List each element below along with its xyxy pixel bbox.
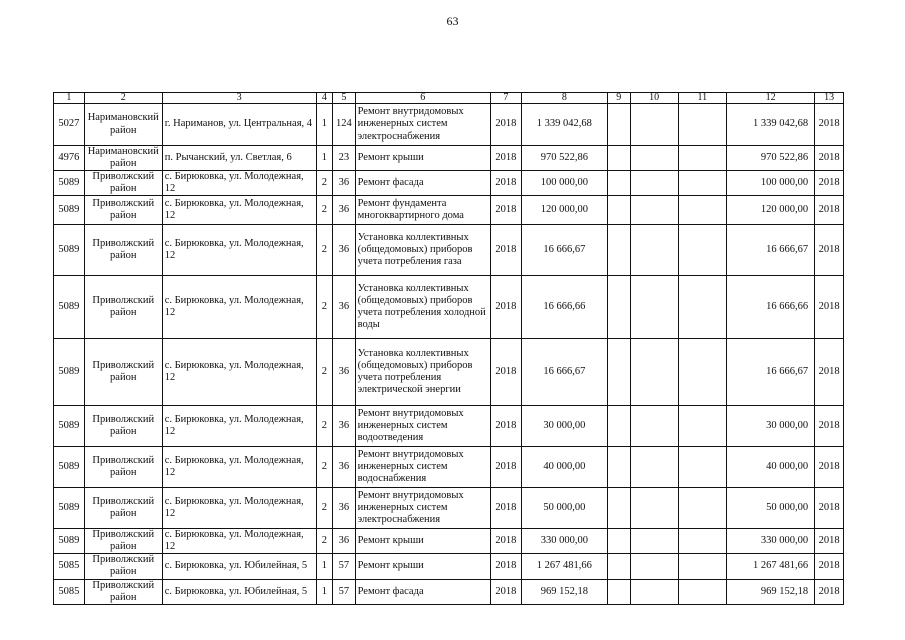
cell-col9 bbox=[607, 339, 630, 406]
cell-total: 40 000,00 bbox=[726, 447, 814, 488]
cell-end-year: 2018 bbox=[815, 196, 844, 225]
cell-work-type: Ремонт крыши bbox=[355, 146, 490, 171]
cell-apartments: 36 bbox=[333, 276, 356, 339]
cell-apartments: 36 bbox=[333, 339, 356, 406]
cell-work-type: Ремонт внутридомовых инженерных систем водоснабжения bbox=[355, 447, 490, 488]
column-header: 8 bbox=[521, 93, 607, 104]
cell-district: Приволжский район bbox=[84, 196, 162, 225]
cell-end-year: 2018 bbox=[815, 171, 844, 196]
cell-apartments: 36 bbox=[333, 488, 356, 529]
column-header: 1 bbox=[54, 93, 85, 104]
cell-col9 bbox=[607, 579, 630, 604]
cell-object-id: 5089 bbox=[54, 171, 85, 196]
cell-col10 bbox=[630, 406, 678, 447]
cell-object-id: 5085 bbox=[54, 554, 85, 579]
cell-col11 bbox=[678, 579, 726, 604]
cell-cost: 50 000,00 bbox=[521, 488, 607, 529]
cell-work-type: Ремонт крыши bbox=[355, 554, 490, 579]
cell-cost: 1 339 042,68 bbox=[521, 104, 607, 146]
table-row bbox=[54, 406, 844, 447]
cell-cost: 330 000,00 bbox=[521, 529, 607, 554]
cell-object-id: 5089 bbox=[54, 447, 85, 488]
cell-cost: 30 000,00 bbox=[521, 406, 607, 447]
cell-apartments: 36 bbox=[333, 171, 356, 196]
cell-district: Приволжский район bbox=[84, 488, 162, 529]
cell-district: Наримановский район bbox=[84, 146, 162, 171]
cell-object-id: 5089 bbox=[54, 196, 85, 225]
cell-floors: 2 bbox=[316, 488, 332, 529]
cell-work-type: Ремонт фасада bbox=[355, 171, 490, 196]
cell-col9 bbox=[607, 171, 630, 196]
cell-district: Приволжский район bbox=[84, 406, 162, 447]
column-header: 3 bbox=[162, 93, 316, 104]
column-header: 7 bbox=[491, 93, 522, 104]
cell-col11 bbox=[678, 447, 726, 488]
cell-address: с. Бирюковка, ул. Молодежная, 12 bbox=[162, 196, 316, 225]
cell-floors: 2 bbox=[316, 196, 332, 225]
table-row bbox=[54, 196, 844, 225]
cell-object-id: 4976 bbox=[54, 146, 85, 171]
cell-apartments: 36 bbox=[333, 225, 356, 276]
column-number-row bbox=[54, 93, 844, 104]
table-row bbox=[54, 488, 844, 529]
cell-total: 969 152,18 bbox=[726, 579, 814, 604]
cell-col10 bbox=[630, 104, 678, 146]
table-row bbox=[54, 447, 844, 488]
cell-total: 1 339 042,68 bbox=[726, 104, 814, 146]
cell-cost: 16 666,66 bbox=[521, 276, 607, 339]
cell-cost: 120 000,00 bbox=[521, 196, 607, 225]
table-row bbox=[54, 171, 844, 196]
capital-repair-table bbox=[53, 92, 844, 605]
cell-district: Приволжский район bbox=[84, 276, 162, 339]
table-row bbox=[54, 225, 844, 276]
cell-cost: 16 666,67 bbox=[521, 339, 607, 406]
cell-year: 2018 bbox=[491, 146, 522, 171]
cell-cost: 970 522,86 bbox=[521, 146, 607, 171]
cell-col11 bbox=[678, 406, 726, 447]
column-header: 11 bbox=[678, 93, 726, 104]
cell-floors: 1 bbox=[316, 554, 332, 579]
cell-apartments: 36 bbox=[333, 196, 356, 225]
cell-year: 2018 bbox=[491, 554, 522, 579]
cell-year: 2018 bbox=[491, 196, 522, 225]
cell-col11 bbox=[678, 488, 726, 529]
cell-address: с. Бирюковка, ул. Юбилейная, 5 bbox=[162, 554, 316, 579]
cell-col9 bbox=[607, 104, 630, 146]
cell-address: с. Бирюковка, ул. Молодежная, 12 bbox=[162, 339, 316, 406]
cell-col9 bbox=[607, 406, 630, 447]
column-header: 5 bbox=[333, 93, 356, 104]
cell-col10 bbox=[630, 488, 678, 529]
cell-work-type: Ремонт фасада bbox=[355, 579, 490, 604]
cell-year: 2018 bbox=[491, 104, 522, 146]
cell-col11 bbox=[678, 225, 726, 276]
cell-col11 bbox=[678, 146, 726, 171]
cell-cost: 1 267 481,66 bbox=[521, 554, 607, 579]
cell-floors: 2 bbox=[316, 447, 332, 488]
cell-col10 bbox=[630, 339, 678, 406]
table-row bbox=[54, 529, 844, 554]
cell-district: Приволжский район bbox=[84, 554, 162, 579]
cell-apartments: 57 bbox=[333, 554, 356, 579]
cell-address: п. Рычанский, ул. Светлая, 6 bbox=[162, 146, 316, 171]
cell-end-year: 2018 bbox=[815, 579, 844, 604]
cell-col10 bbox=[630, 146, 678, 171]
cell-col11 bbox=[678, 339, 726, 406]
cell-end-year: 2018 bbox=[815, 529, 844, 554]
cell-end-year: 2018 bbox=[815, 406, 844, 447]
cell-object-id: 5089 bbox=[54, 276, 85, 339]
cell-address: с. Бирюковка, ул. Молодежная, 12 bbox=[162, 225, 316, 276]
cell-floors: 2 bbox=[316, 171, 332, 196]
cell-address: с. Бирюковка, ул. Молодежная, 12 bbox=[162, 276, 316, 339]
cell-total: 330 000,00 bbox=[726, 529, 814, 554]
cell-apartments: 36 bbox=[333, 529, 356, 554]
table-body bbox=[54, 104, 844, 605]
cell-apartments: 36 bbox=[333, 406, 356, 447]
cell-col10 bbox=[630, 554, 678, 579]
cell-object-id: 5089 bbox=[54, 406, 85, 447]
cell-total: 100 000,00 bbox=[726, 171, 814, 196]
cell-floors: 2 bbox=[316, 406, 332, 447]
cell-total: 1 267 481,66 bbox=[726, 554, 814, 579]
cell-address: с. Бирюковка, ул. Молодежная, 12 bbox=[162, 488, 316, 529]
column-header: 9 bbox=[607, 93, 630, 104]
cell-address: с. Бирюковка, ул. Юбилейная, 5 bbox=[162, 579, 316, 604]
cell-end-year: 2018 bbox=[815, 488, 844, 529]
cell-object-id: 5027 bbox=[54, 104, 85, 146]
cell-col11 bbox=[678, 554, 726, 579]
cell-total: 16 666,67 bbox=[726, 225, 814, 276]
cell-year: 2018 bbox=[491, 488, 522, 529]
cell-address: с. Бирюковка, ул. Молодежная, 12 bbox=[162, 447, 316, 488]
cell-col10 bbox=[630, 447, 678, 488]
cell-district: Приволжский район bbox=[84, 579, 162, 604]
cell-work-type: Ремонт внутридомовых инженерных систем электроснабжения bbox=[355, 104, 490, 146]
cell-col10 bbox=[630, 196, 678, 225]
cell-end-year: 2018 bbox=[815, 146, 844, 171]
table-row bbox=[54, 579, 844, 604]
cell-address: г. Нариманов, ул. Центральная, 4 bbox=[162, 104, 316, 146]
cell-col10 bbox=[630, 171, 678, 196]
cell-year: 2018 bbox=[491, 447, 522, 488]
cell-year: 2018 bbox=[491, 339, 522, 406]
cell-total: 16 666,66 bbox=[726, 276, 814, 339]
cell-col9 bbox=[607, 276, 630, 339]
cell-year: 2018 bbox=[491, 171, 522, 196]
column-header: 2 bbox=[84, 93, 162, 104]
cell-object-id: 5089 bbox=[54, 488, 85, 529]
cell-floors: 1 bbox=[316, 146, 332, 171]
column-header: 4 bbox=[316, 93, 332, 104]
cell-district: Приволжский район bbox=[84, 447, 162, 488]
column-header: 12 bbox=[726, 93, 814, 104]
cell-address: с. Бирюковка, ул. Молодежная, 12 bbox=[162, 171, 316, 196]
cell-object-id: 5089 bbox=[54, 225, 85, 276]
cell-floors: 2 bbox=[316, 225, 332, 276]
cell-col9 bbox=[607, 196, 630, 225]
cell-apartments: 124 bbox=[333, 104, 356, 146]
column-header: 6 bbox=[355, 93, 490, 104]
cell-col11 bbox=[678, 276, 726, 339]
cell-col9 bbox=[607, 529, 630, 554]
cell-work-type: Ремонт фундамента многоквартирного дома bbox=[355, 196, 490, 225]
table-row bbox=[54, 276, 844, 339]
cell-year: 2018 bbox=[491, 529, 522, 554]
cell-total: 16 666,67 bbox=[726, 339, 814, 406]
cell-col9 bbox=[607, 146, 630, 171]
column-header: 10 bbox=[630, 93, 678, 104]
cell-total: 120 000,00 bbox=[726, 196, 814, 225]
cell-work-type: Ремонт крыши bbox=[355, 529, 490, 554]
page-number: 63 bbox=[446, 14, 459, 28]
cell-col11 bbox=[678, 104, 726, 146]
cell-floors: 2 bbox=[316, 529, 332, 554]
cell-cost: 40 000,00 bbox=[521, 447, 607, 488]
cell-end-year: 2018 bbox=[815, 339, 844, 406]
cell-district: Приволжский район bbox=[84, 225, 162, 276]
cell-col11 bbox=[678, 171, 726, 196]
cell-apartments: 23 bbox=[333, 146, 356, 171]
table-row bbox=[54, 146, 844, 171]
cell-col10 bbox=[630, 529, 678, 554]
cell-total: 970 522,86 bbox=[726, 146, 814, 171]
cell-work-type: Установка коллективных (общедомовых) приборов учета потребления электрической энергии bbox=[355, 339, 490, 406]
cell-floors: 1 bbox=[316, 104, 332, 146]
cell-col11 bbox=[678, 196, 726, 225]
cell-floors: 1 bbox=[316, 579, 332, 604]
cell-work-type: Установка коллективных (общедомовых) приборов учета потребления газа bbox=[355, 225, 490, 276]
cell-col9 bbox=[607, 447, 630, 488]
cell-district: Наримановский район bbox=[84, 104, 162, 146]
cell-cost: 969 152,18 bbox=[521, 579, 607, 604]
cell-floors: 2 bbox=[316, 276, 332, 339]
cell-district: Приволжский район bbox=[84, 529, 162, 554]
cell-address: с. Бирюковка, ул. Молодежная, 12 bbox=[162, 406, 316, 447]
cell-district: Приволжский район bbox=[84, 171, 162, 196]
cell-apartments: 36 bbox=[333, 447, 356, 488]
cell-cost: 100 000,00 bbox=[521, 171, 607, 196]
cell-year: 2018 bbox=[491, 406, 522, 447]
cell-col11 bbox=[678, 529, 726, 554]
cell-object-id: 5085 bbox=[54, 579, 85, 604]
column-header: 13 bbox=[815, 93, 844, 104]
cell-col10 bbox=[630, 579, 678, 604]
cell-total: 30 000,00 bbox=[726, 406, 814, 447]
cell-apartments: 57 bbox=[333, 579, 356, 604]
cell-total: 50 000,00 bbox=[726, 488, 814, 529]
table-row bbox=[54, 104, 844, 146]
cell-work-type: Установка коллективных (общедомовых) приборов учета потребления холодной воды bbox=[355, 276, 490, 339]
cell-end-year: 2018 bbox=[815, 225, 844, 276]
cell-col9 bbox=[607, 554, 630, 579]
cell-col9 bbox=[607, 488, 630, 529]
cell-year: 2018 bbox=[491, 276, 522, 339]
table-row bbox=[54, 339, 844, 406]
cell-end-year: 2018 bbox=[815, 276, 844, 339]
table-row bbox=[54, 554, 844, 579]
cell-year: 2018 bbox=[491, 579, 522, 604]
cell-col10 bbox=[630, 225, 678, 276]
cell-year: 2018 bbox=[491, 225, 522, 276]
cell-col9 bbox=[607, 225, 630, 276]
cell-district: Приволжский район bbox=[84, 339, 162, 406]
cell-col10 bbox=[630, 276, 678, 339]
cell-floors: 2 bbox=[316, 339, 332, 406]
cell-end-year: 2018 bbox=[815, 104, 844, 146]
cell-work-type: Ремонт внутридомовых инженерных систем электроснабжения bbox=[355, 488, 490, 529]
cell-end-year: 2018 bbox=[815, 447, 844, 488]
cell-address: с. Бирюковка, ул. Молодежная, 12 bbox=[162, 529, 316, 554]
cell-end-year: 2018 bbox=[815, 554, 844, 579]
cell-work-type: Ремонт внутридомовых инженерных систем водоотведения bbox=[355, 406, 490, 447]
cell-object-id: 5089 bbox=[54, 339, 85, 406]
cell-cost: 16 666,67 bbox=[521, 225, 607, 276]
cell-object-id: 5089 bbox=[54, 529, 85, 554]
